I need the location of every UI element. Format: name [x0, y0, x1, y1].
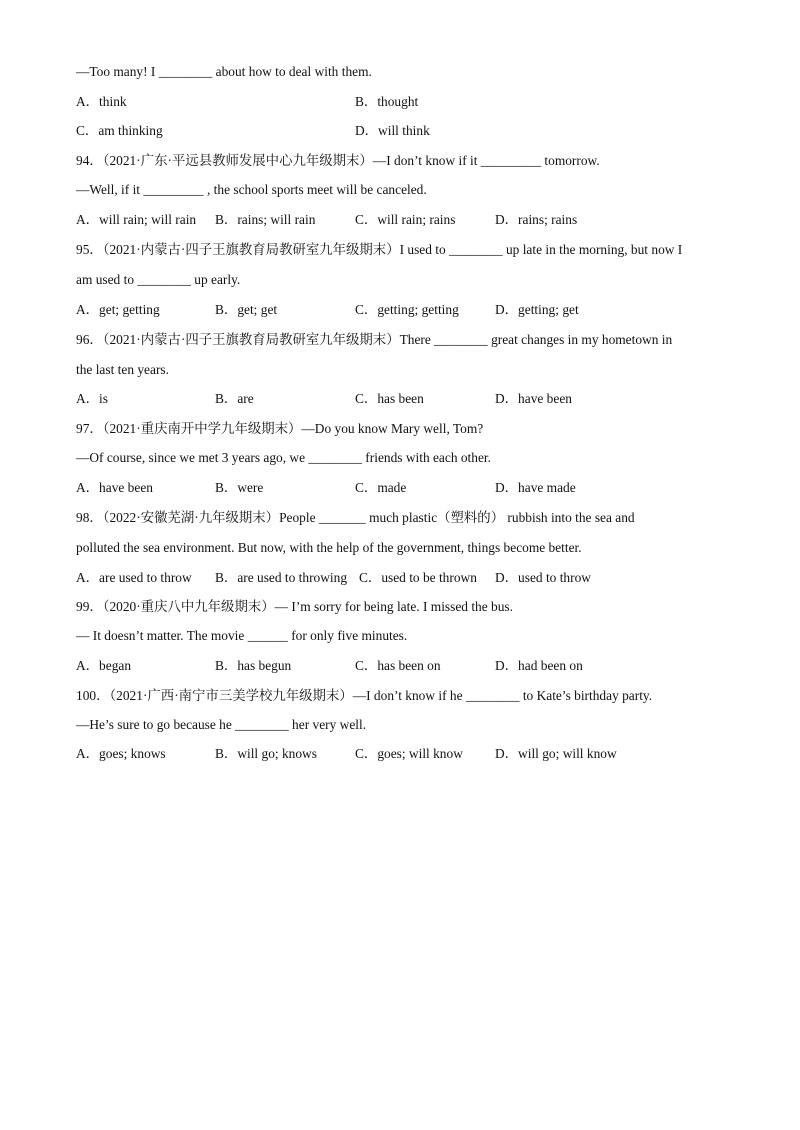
option-a: A．goes; knows	[76, 746, 166, 761]
question-98-line-1: 98．（2022·安徽芜湖·九年级期末）People _______ much plastic（塑料的） rubbish into the sea and	[76, 510, 635, 525]
option-b: B．are	[215, 391, 254, 406]
option-b: B．were	[215, 480, 264, 495]
option-c: C．goes; will know	[355, 746, 463, 761]
option-c: C．has been	[355, 391, 424, 406]
option-a: A．are used to throw	[76, 570, 192, 585]
option-a: A．began	[76, 658, 132, 673]
option-c: C．has been on	[355, 658, 441, 673]
option-d: D．have made	[495, 480, 576, 495]
question-line: —Too many! I ________ about how to deal with them.	[76, 64, 372, 79]
option-b: B．rains; will rain	[215, 212, 316, 227]
option-c: C．will rain; rains	[355, 212, 456, 227]
option-d: D．had been on	[495, 658, 583, 673]
question-97-line-2: —Of course, since we met 3 years ago, we ________ friends with each other.	[76, 450, 491, 465]
option-b: B．get; get	[215, 302, 278, 317]
option-a: A．have been	[76, 480, 153, 495]
question-95-line-2: am used to ________ up early.	[76, 272, 241, 287]
option-b: B．thought	[355, 94, 419, 109]
question-94-line-1: 94．（2021·广东·平远县教师发展中心九年级期末）—I don’t know if it _________ tomorrow.	[76, 153, 600, 168]
question-99-line-2: — It doesn’t matter. The movie ______ for only five minutes.	[76, 628, 408, 643]
option-a: A．will rain; will rain	[76, 212, 197, 227]
question-99-line-1: 99．（2020·重庆八中九年级期末）— I’m sorry for being late. I missed the bus.	[76, 599, 513, 614]
option-d: D．will go; will know	[495, 746, 617, 761]
question-98-line-2: polluted the sea environment. But now, with the help of the government, things become better.	[76, 540, 582, 555]
option-c: C．am thinking	[76, 123, 163, 138]
option-a: A．get; getting	[76, 302, 160, 317]
question-100-line-2: —He’s sure to go because he ________ her very well.	[76, 717, 367, 732]
question-96-line-1: 96．（2021·内蒙古·四子王旗教育局教研室九年级期末）There ________ great changes in my hometown in	[76, 332, 673, 347]
option-c: C．getting; getting	[355, 302, 459, 317]
question-100-line-1: 100．（2021·广西·南宁市三美学校九年级期末）—I don’t know if he ________ to Kate’s birthday party.	[76, 688, 653, 703]
question-97-line-1: 97．（2021·重庆南开中学九年级期末）—Do you know Mary well, Tom?	[76, 421, 484, 436]
question-94-line-2: —Well, if it _________ , the school sports meet will be canceled.	[76, 182, 427, 197]
question-96-line-2: the last ten years.	[76, 362, 169, 377]
option-c: C．made	[355, 480, 407, 495]
option-b: B．are used to throwing	[215, 570, 348, 585]
option-b: B．will go; knows	[215, 746, 317, 761]
option-d: D．getting; get	[495, 302, 579, 317]
option-d: D．used to throw	[495, 570, 591, 585]
option-d: D．will think	[355, 123, 430, 138]
option-a: A．is	[76, 391, 108, 406]
question-95-line-1: 95．（2021·内蒙古·四子王旗教育局教研室九年级期末）I used to ________ up late in the morning, but now I	[76, 242, 683, 257]
option-d: D．have been	[495, 391, 572, 406]
option-b: B．has begun	[215, 658, 292, 673]
option-a: A．think	[76, 94, 127, 109]
option-c: C．used to be thrown	[359, 570, 477, 585]
option-d: D．rains; rains	[495, 212, 578, 227]
